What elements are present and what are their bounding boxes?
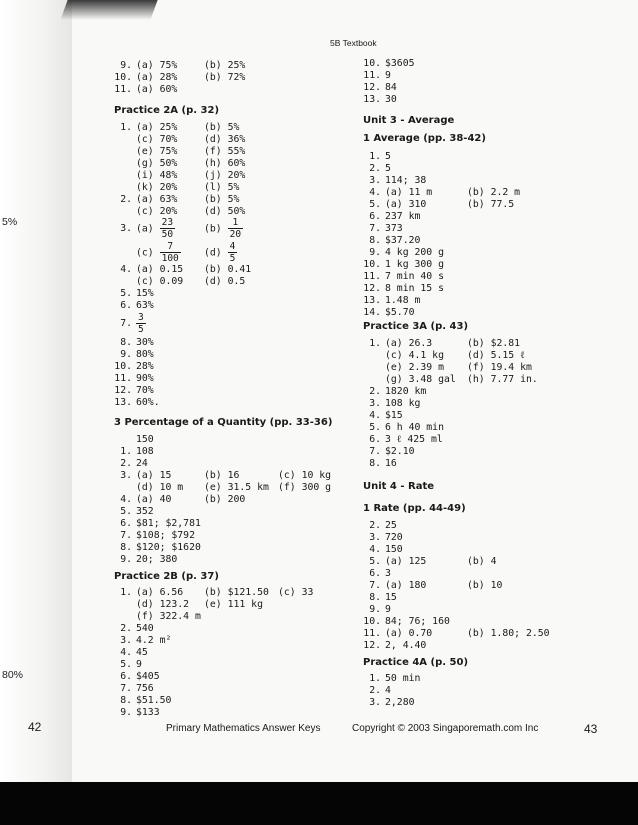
- section-title-practice-2a: Practice 2A (p. 32): [114, 105, 220, 116]
- question-number: 5.: [369, 199, 381, 210]
- answer-part-a: 70%: [136, 385, 154, 396]
- answer-part-a: 9: [385, 70, 391, 81]
- question-number: 7.: [120, 530, 132, 541]
- answer-part-a: (d) 123.2: [136, 599, 190, 610]
- answer-part-a: 2,280: [385, 697, 415, 708]
- question-number: 8.: [369, 458, 381, 469]
- answer-part-a: (c) 4.1 kg: [385, 350, 444, 361]
- question-number: 6.: [369, 568, 381, 579]
- question-number: 10.: [363, 58, 381, 69]
- part-label: (d): [204, 247, 222, 259]
- question-number: 9.: [120, 554, 132, 565]
- answer-part-a: 4.2 m²: [136, 635, 172, 646]
- answer-part-a: (c) 20%: [136, 206, 178, 217]
- question-number: 13.: [363, 295, 381, 306]
- answer-part-a: 114; 38: [385, 175, 427, 186]
- fraction-denominator: 5: [138, 324, 144, 335]
- question-number: 4.: [120, 494, 132, 505]
- answer-part-a: (a) 125: [385, 556, 427, 567]
- fraction-denominator: 5: [229, 253, 236, 264]
- copyright-footer: Copyright © 2003 Singaporemath.com Inc: [352, 723, 539, 734]
- section-title-average: 1 Average (pp. 38-42): [363, 133, 486, 144]
- answer-part-b: (b) 4: [467, 556, 497, 567]
- question-number: 6.: [120, 671, 132, 682]
- answer-part-a: $5.70: [385, 307, 415, 318]
- answer-part-a: 25: [385, 520, 397, 531]
- answer-part-a: $108; $792: [136, 530, 195, 541]
- question-number: 1.: [369, 673, 381, 684]
- answer-part-b: (b) $2.81: [467, 338, 521, 349]
- answer-part-a: 3 ℓ 425 ml: [385, 434, 443, 445]
- fraction-denominator: 100: [161, 253, 179, 264]
- part-label: (c): [136, 247, 154, 259]
- running-head: 5B Textbook: [330, 38, 377, 48]
- fraction-numerator: 23: [161, 217, 174, 228]
- answer-part-a: 1.48 m: [385, 295, 421, 306]
- question-number: 4.: [120, 264, 132, 275]
- section-title-practice-2b: Practice 2B (p. 37): [114, 571, 219, 582]
- answer-part-a: 7 min 40 s: [385, 271, 444, 282]
- answer-part-a: 4 kg 200 g: [385, 247, 444, 258]
- question-number: 2.: [369, 520, 381, 531]
- fraction-answer-q7: [108, 312, 348, 336]
- answer-part-a: 60%.: [136, 397, 160, 408]
- question-number: 6.: [369, 434, 381, 445]
- book-spine-margin: [0, 0, 72, 782]
- section-title-percentage-of-quantity: 3 Percentage of a Quantity (pp. 33-36): [114, 417, 333, 428]
- answer-part-a: 15%: [136, 288, 154, 299]
- answer-part-a: $120; $1620: [136, 542, 201, 553]
- question-number: 4.: [120, 647, 132, 658]
- answer-part-a: 720: [385, 532, 403, 543]
- answer-part-c: (f) 300 g: [278, 482, 332, 493]
- question-number: 9.: [120, 60, 132, 71]
- answer-part-a: (a) 75%: [136, 60, 178, 71]
- question-number: 2.: [369, 386, 381, 397]
- fraction-numerator: 7: [160, 241, 181, 253]
- answer-part-a: 15: [385, 592, 397, 603]
- question-number: 7.: [120, 683, 132, 694]
- answer-part-b: (d) 0.5: [204, 276, 246, 287]
- answer-part-a: $37.20: [385, 235, 421, 246]
- question-number: 3.: [369, 175, 381, 186]
- fraction-denominator: 50: [161, 229, 174, 240]
- page-number-left: 42: [28, 720, 42, 734]
- answer-part-a: (g) 50%: [136, 158, 178, 169]
- answer-part-a: (a) 11 m: [385, 187, 433, 198]
- question-number: 2.: [120, 623, 132, 634]
- question-number: 5.: [120, 288, 132, 299]
- question-number: 7.: [369, 580, 381, 591]
- fraction-numerator: 1: [228, 217, 243, 229]
- answer-part-a: 5: [385, 163, 391, 174]
- answer-part-a: (e) 75%: [136, 146, 178, 157]
- question-number: 9.: [369, 247, 381, 258]
- question-number: 8.: [369, 592, 381, 603]
- answer-part-b: (d) 50%: [204, 206, 246, 217]
- answer-part-a: 9: [136, 659, 142, 670]
- answer-part-b: (e) 111 kg: [204, 599, 263, 610]
- answer-part-a: (i) 48%: [136, 170, 178, 181]
- answer-part-a: 30%: [136, 337, 154, 348]
- answer-part-a: 30: [385, 94, 397, 105]
- book-title-footer: Primary Mathematics Answer Keys: [166, 723, 321, 734]
- question-number: 3.: [369, 532, 381, 543]
- answer-part-a: (e) 2.39 m: [385, 362, 444, 373]
- question-number: 6.: [369, 211, 381, 222]
- question-number: 1.: [120, 446, 132, 457]
- question-number: 4.: [369, 187, 381, 198]
- answer-part-b: (l) 5%: [204, 182, 240, 193]
- question-number: 8.: [120, 695, 132, 706]
- answer-part-b: (d) 5.15 ℓ: [467, 350, 525, 361]
- answer-part-a: $405: [136, 671, 160, 682]
- answer-part-b: (b) 10: [467, 580, 503, 591]
- answer-part-b: (b) 25%: [204, 60, 246, 71]
- question-number: 5.: [120, 659, 132, 670]
- question-number: 2.: [120, 194, 132, 205]
- answer-part-b: (b) 77.5: [467, 199, 515, 210]
- fraction-denominator: 20: [229, 229, 242, 240]
- answer-part-a: 28%: [136, 361, 154, 372]
- question-number: 11.: [363, 628, 381, 639]
- fraction-numerator: 4: [229, 241, 236, 252]
- answer-part-a: (a) 0.15: [136, 264, 184, 275]
- answer-part-a: (a) 60%: [136, 84, 178, 95]
- question-number: 6.: [120, 300, 132, 311]
- question-number: 12.: [363, 283, 381, 294]
- page-number-right: 43: [584, 722, 598, 736]
- answer-part-a: (a) 63%: [136, 194, 178, 205]
- answer-part-a: 8 min 15 s: [385, 283, 444, 294]
- answer-part-a: (g) 3.48 gal: [385, 374, 456, 385]
- answer-part-a: 63%: [136, 300, 154, 311]
- answer-part-b: (b) 2.2 m: [467, 187, 521, 198]
- question-number: 2.: [369, 685, 381, 696]
- question-number: 3.: [120, 470, 132, 481]
- question-number: 5.: [369, 422, 381, 433]
- answer-part-a: (a) 15: [136, 470, 172, 481]
- question-number: 9.: [369, 604, 381, 615]
- question-number: 11.: [363, 70, 381, 81]
- question-number: 10.: [114, 361, 132, 372]
- question-number: 10.: [363, 616, 381, 627]
- fraction: [228, 241, 238, 264]
- question-number: 2.: [120, 458, 132, 469]
- answer-part-a: $133: [136, 707, 160, 718]
- answer-part-a: (f) 322.4 m: [136, 611, 201, 622]
- fraction: [136, 312, 146, 335]
- answer-part-a: 108 kg: [385, 398, 421, 409]
- answer-part-a: $3605: [385, 58, 415, 69]
- answer-part-b: (b) 72%: [204, 72, 246, 83]
- answer-part-a: 6 h 40 min: [385, 422, 444, 433]
- question-number: 1.: [369, 151, 381, 162]
- answer-part-a: (a) 6.56: [136, 587, 184, 598]
- part-label: (b): [204, 223, 222, 235]
- question-number: 3.: [369, 697, 381, 708]
- question-number: 3.: [369, 398, 381, 409]
- margin-note-bottom: 80%: [2, 669, 24, 681]
- scan-bottom-border: [0, 782, 638, 825]
- answer-part-b: (b) 16: [204, 470, 240, 481]
- answer-part-b: (b) 5%: [204, 122, 240, 133]
- answer-part-a: 4: [385, 685, 391, 696]
- question-number: 13.: [363, 94, 381, 105]
- answer-part-a: 45: [136, 647, 148, 658]
- answer-part-a: (a) 40: [136, 494, 172, 505]
- answer-part-c: (c) 33: [278, 587, 314, 598]
- answer-part-b: (b) 0.41: [204, 264, 252, 275]
- answer-part-a: (c) 0.09: [136, 276, 184, 287]
- fraction: [228, 217, 243, 240]
- fraction: [160, 217, 175, 240]
- answer-part-a: 5: [385, 151, 391, 162]
- answer-part-a: (a) 26.3: [385, 338, 433, 349]
- page-fold-shadow: [60, 0, 157, 20]
- unit-title-rate: Unit 4 - Rate: [363, 481, 435, 492]
- question-number: 8.: [120, 337, 132, 348]
- question-number: 14.: [363, 307, 381, 318]
- question-number: 11.: [114, 84, 132, 95]
- question-number: 12.: [363, 640, 381, 651]
- answer-part-a: 84; 76; 160: [385, 616, 450, 627]
- question-number: 10.: [114, 72, 132, 83]
- question-number: 9.: [120, 349, 132, 360]
- answer-part-a: 373: [385, 223, 403, 234]
- answer-part-b: (b) 200: [204, 494, 246, 505]
- answer-part-b: (d) 36%: [204, 134, 246, 145]
- answer-part-a: (k) 20%: [136, 182, 178, 193]
- question-number: 1.: [369, 338, 381, 349]
- answer-part-a: 24: [136, 458, 148, 469]
- answer-part-b: (b) $121.50: [204, 587, 269, 598]
- answer-part-a: 3: [385, 568, 391, 579]
- answer-part-b: (b) 5%: [204, 194, 240, 205]
- question-number: 1.: [120, 587, 132, 598]
- answer-part-a: 2, 4.40: [385, 640, 427, 651]
- answer-part-a: 756: [136, 683, 154, 694]
- question-number: 7.: [369, 446, 381, 457]
- answer-part-b: (e) 31.5 km: [204, 482, 269, 493]
- answer-part-a: 1820 km: [385, 386, 427, 397]
- question-number: 8.: [120, 542, 132, 553]
- question-number: 11.: [363, 271, 381, 282]
- answer-part-a: 16: [385, 458, 397, 469]
- unit-title-average: Unit 3 - Average: [363, 115, 455, 126]
- question-number: 1.: [120, 122, 132, 133]
- answer-part-a: (a) 0.70: [385, 628, 433, 639]
- answer-part-a: 237 km: [385, 211, 421, 222]
- answer-part-a: 90%: [136, 373, 154, 384]
- answer-part-a: (a) 25%: [136, 122, 178, 133]
- question-number: 3.: [120, 635, 132, 646]
- answer-part-a: 540: [136, 623, 154, 634]
- answer-part-a: 84: [385, 82, 397, 93]
- answer-part-a: $15: [385, 410, 403, 421]
- question-number: 5.: [369, 556, 381, 567]
- answer-part-b: (h) 60%: [204, 158, 246, 169]
- answer-part-a: (c) 70%: [136, 134, 178, 145]
- answer-part-b: (f) 55%: [204, 146, 246, 157]
- answer-part-a: 352: [136, 506, 154, 517]
- question-number: 12.: [114, 385, 132, 396]
- answer-part-a: $51.50: [136, 695, 172, 706]
- answer-part-c: (c) 10 kg: [278, 470, 332, 481]
- fraction-numerator: 3: [138, 312, 144, 323]
- question-number: 12.: [363, 82, 381, 93]
- answer-part-a: $81; $2,781: [136, 518, 201, 529]
- question-number: 9.: [120, 707, 132, 718]
- answer-part-a: (d) 10 m: [136, 482, 184, 493]
- question-number: 10.: [363, 259, 381, 270]
- answer-part-b: (h) 7.77 in.: [467, 374, 538, 385]
- answer-part-a: (a) 28%: [136, 72, 178, 83]
- question-number: 7.: [369, 223, 381, 234]
- question-number: 4.: [369, 544, 381, 555]
- section-title-practice-3a: Practice 3A (p. 43): [363, 321, 469, 332]
- question-number: 6.: [120, 518, 132, 529]
- question-number: 2.: [369, 163, 381, 174]
- answer-part-a: 50 min: [385, 673, 421, 684]
- question-number: 5.: [120, 506, 132, 517]
- part-label: (a): [136, 223, 154, 235]
- answer-part-a: 20; 380: [136, 554, 178, 565]
- answer-part-a: 80%: [136, 349, 154, 360]
- answer-part-a: (a) 180: [385, 580, 427, 591]
- question-number: 11.: [114, 373, 132, 384]
- margin-note-top: 5%: [2, 216, 18, 228]
- question-number: 7.: [120, 318, 132, 329]
- answer-part-a: 9: [385, 604, 391, 615]
- section-title-practice-4a: Practice 4A (p. 50): [363, 657, 469, 668]
- answer-part-b: (f) 19.4 km: [467, 362, 532, 373]
- answer-part-a: (a) 310: [385, 199, 427, 210]
- question-number: 8.: [369, 235, 381, 246]
- answer-part-a: 150: [385, 544, 403, 555]
- answer-part-a: $2.10: [385, 446, 415, 457]
- answer-part-a: 1 kg 300 g: [385, 259, 444, 270]
- question-number: 4.: [369, 410, 381, 421]
- answer-part-a: 108: [136, 446, 154, 457]
- section-title-rate: 1 Rate (pp. 44-49): [363, 503, 466, 514]
- answer-part-a: 150: [136, 434, 154, 445]
- answer-part-b: (b) 1.80; 2.50: [467, 628, 550, 639]
- answer-part-b: (j) 20%: [204, 170, 246, 181]
- fraction: [160, 241, 181, 264]
- fraction-answers-q3: [108, 217, 348, 265]
- question-number: 13.: [114, 397, 132, 408]
- question-number: 3.: [120, 223, 132, 234]
